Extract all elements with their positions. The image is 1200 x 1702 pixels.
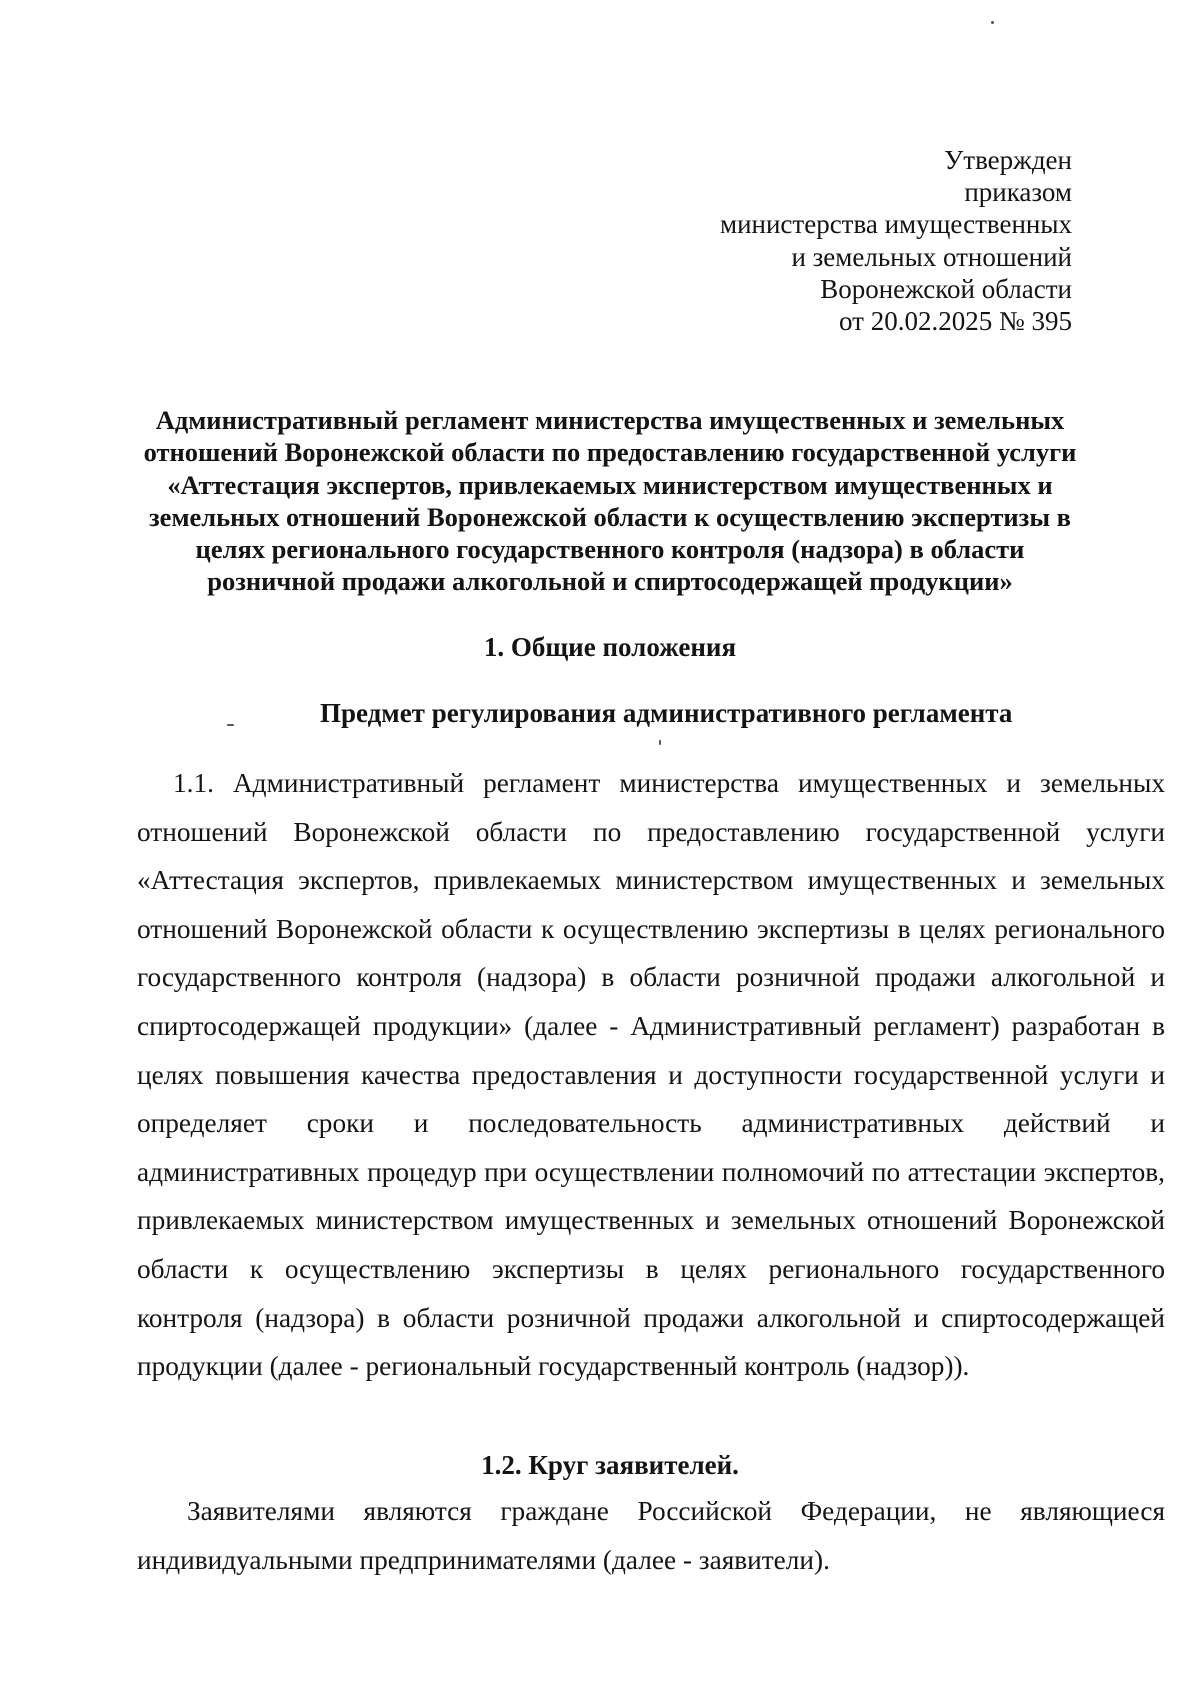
title-line: Административный регламент министерства имущественных и земельных (155, 405, 1065, 435)
clause-1-2-paragraph: Заявителями являются граждане Российской Федерации, не являющиеся индивидуальными предпринимателями (далее - заявители). (137, 1496, 1165, 1575)
document-title (130, 404, 1090, 598)
clause-1-2-heading: 1.2. Круг заявителей. (481, 1450, 739, 1480)
scan-speck (991, 21, 994, 24)
approval-line: Воронежской области (820, 273, 1072, 304)
scan-speck (659, 740, 661, 745)
title-line: розничной продажи алкогольной и спиртосодержащей продукции» (207, 566, 1013, 597)
approval-stamp (720, 144, 1072, 337)
clause-1-1-paragraph: 1.1. Административный регламент министерства имущественных и земельных отношений Воронежской области по предоставлению государственной услуги «Аттестация экспертов, привлекаемых министерством имущественных и земельных отношений Воронежской области к осуществлению экспертизы в целях регионального государственного контроля (надзора) в области розничной продажи алкогольной и спиртосодержащей продукции» (далее - Административный регламент) разработан в целях повышения качества предоставления и доступности государственной услуги и определяет сроки и последовательность административных действий и административных процедур при осуществлении полномочий по аттестации экспертов, привлекаемых министерством имущественных и земельных отношений Воронежской области к осуществлению экспертизы в целях регионального государственного контроля (надзора) в области розничной продажи алкогольной и спиртосодержащей продукции (далее - региональный государственный контроль (надзор)). (137, 768, 1165, 1382)
title-line: отношений Воронежской области по предоставлению государственной услуги (143, 437, 1077, 468)
approval-line: и земельных отношений (791, 241, 1072, 272)
title-line: целях регионального государственного контроля (надзора) в области (195, 534, 1025, 565)
approval-line: от 20.02.2025 № 395 (839, 306, 1072, 337)
scan-speck (227, 724, 234, 726)
approval-line: министерства имущественных (720, 209, 1072, 240)
subsection-heading: Предмет регулирования административного регламента (320, 698, 1013, 728)
approval-line: Утвержден (944, 145, 1072, 175)
approval-line: приказом (964, 177, 1072, 208)
section-heading: 1. Общие положения (483, 632, 737, 662)
title-line: земельных отношений Воронежской области к осуществлению экспертизы в (149, 501, 1071, 532)
title-line: «Аттестация экспертов, привлекаемых министерством имущественных и (167, 469, 1053, 500)
